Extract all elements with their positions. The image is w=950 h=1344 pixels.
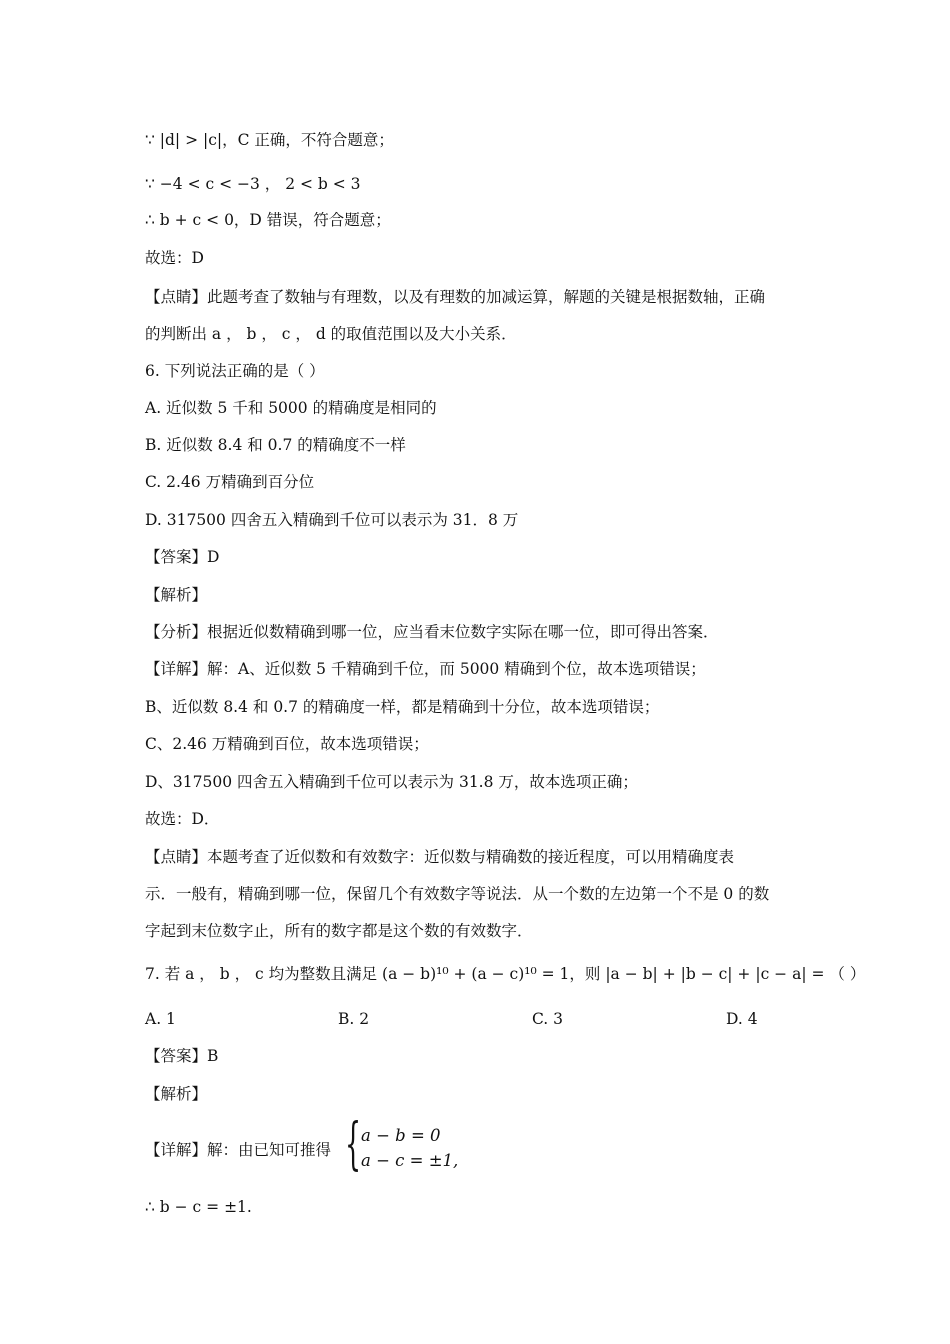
text-line: C、2.46 万精确到百位，故本选项错误；: [145, 735, 429, 753]
equation-system: [345, 1112, 459, 1177]
analysis-label: 【解析】: [145, 586, 208, 604]
text-line: 示．一般有，精确到哪一位，保留几个有效数字等说法．从一个数的左边第一个不是 0 的数: [145, 885, 770, 903]
question-7-option-d: D. 4: [726, 1010, 758, 1028]
question-7-options: [145, 1008, 820, 1030]
text-line: 的判断出 a ， b ， c ， d 的取值范围以及大小关系．: [145, 325, 517, 343]
left-brace-glyph: {: [345, 1112, 362, 1177]
question-6-option-a: A. 近似数 5 千和 5000 的精确度是相同的: [145, 399, 437, 417]
text-line: 【点睛】本题考查了近似数和有效数字：近似数与精确数的接近程度，可以用精确度表: [145, 848, 735, 866]
question-6-option-c: C. 2.46 万精确到百分位: [145, 473, 315, 491]
question-7-option-c: C. 3: [532, 1010, 564, 1028]
equation-2: a − c = ±1,: [361, 1151, 459, 1170]
question-7-option-a: A. 1: [145, 1010, 176, 1028]
text-line: ∵ −4 < c < −3 ， 2 < b < 3: [145, 175, 361, 193]
text-line: 【详解】解：A、近似数 5 千精确到千位，而 5000 精确到个位，故本选项错误；: [145, 660, 706, 678]
text-line: 故选：D．: [145, 810, 220, 828]
question-7-option-b: B. 2: [338, 1010, 370, 1028]
text-line: 【分析】根据近似数精确到哪一位，应当看末位数字实际在哪一位，即可得出答案．: [145, 623, 719, 641]
question-6-option-b: B. 近似数 8.4 和 0.7 的精确度不一样: [145, 436, 406, 454]
question-7-stem: 7. 若 a ， b ， c 均为整数且满足 (a − b)¹⁰ + (a − c)¹⁰ = 1，则 |a − b| + |b − c| + |c − a| = （ ）: [145, 965, 866, 983]
equation-system-line: [145, 1112, 820, 1177]
text-line: D、317500 四舍五入精确到千位可以表示为 31.8 万，故本选项正确；: [145, 773, 638, 791]
text-line: 【点睛】此题考查了数轴与有理数，以及有理数的加减运算，解题的关键是根据数轴，正确: [145, 288, 766, 306]
answer-label: 【答案】D: [145, 548, 220, 566]
text-line: 故选：D: [145, 249, 204, 267]
equation-1: a − b = 0: [361, 1126, 441, 1145]
detail-prefix: 【详解】解：由已知可推得: [145, 1141, 332, 1159]
answer-label: 【答案】B: [145, 1047, 219, 1065]
text-line: ∴ b + c < 0，D 错误，符合题意；: [145, 211, 391, 229]
question-6-option-d: D. 317500 四舍五入精确到千位可以表示为 31．8 万: [145, 511, 519, 529]
text-line: 字起到末位数字止，所有的数字都是这个数的有效数字．: [145, 922, 533, 940]
question-6-stem: 6. 下列说法正确的是（ ）: [145, 362, 325, 380]
analysis-label: 【解析】: [145, 1085, 208, 1103]
text-line: B、近似数 8.4 和 0.7 的精确度一样，都是精确到十分位，故本选项错误；: [145, 698, 660, 716]
text-line: ∵ |d| > |c|，C 正确，不符合题意；: [145, 131, 394, 149]
text-line: ∴ b − c = ±1.: [145, 1198, 252, 1216]
